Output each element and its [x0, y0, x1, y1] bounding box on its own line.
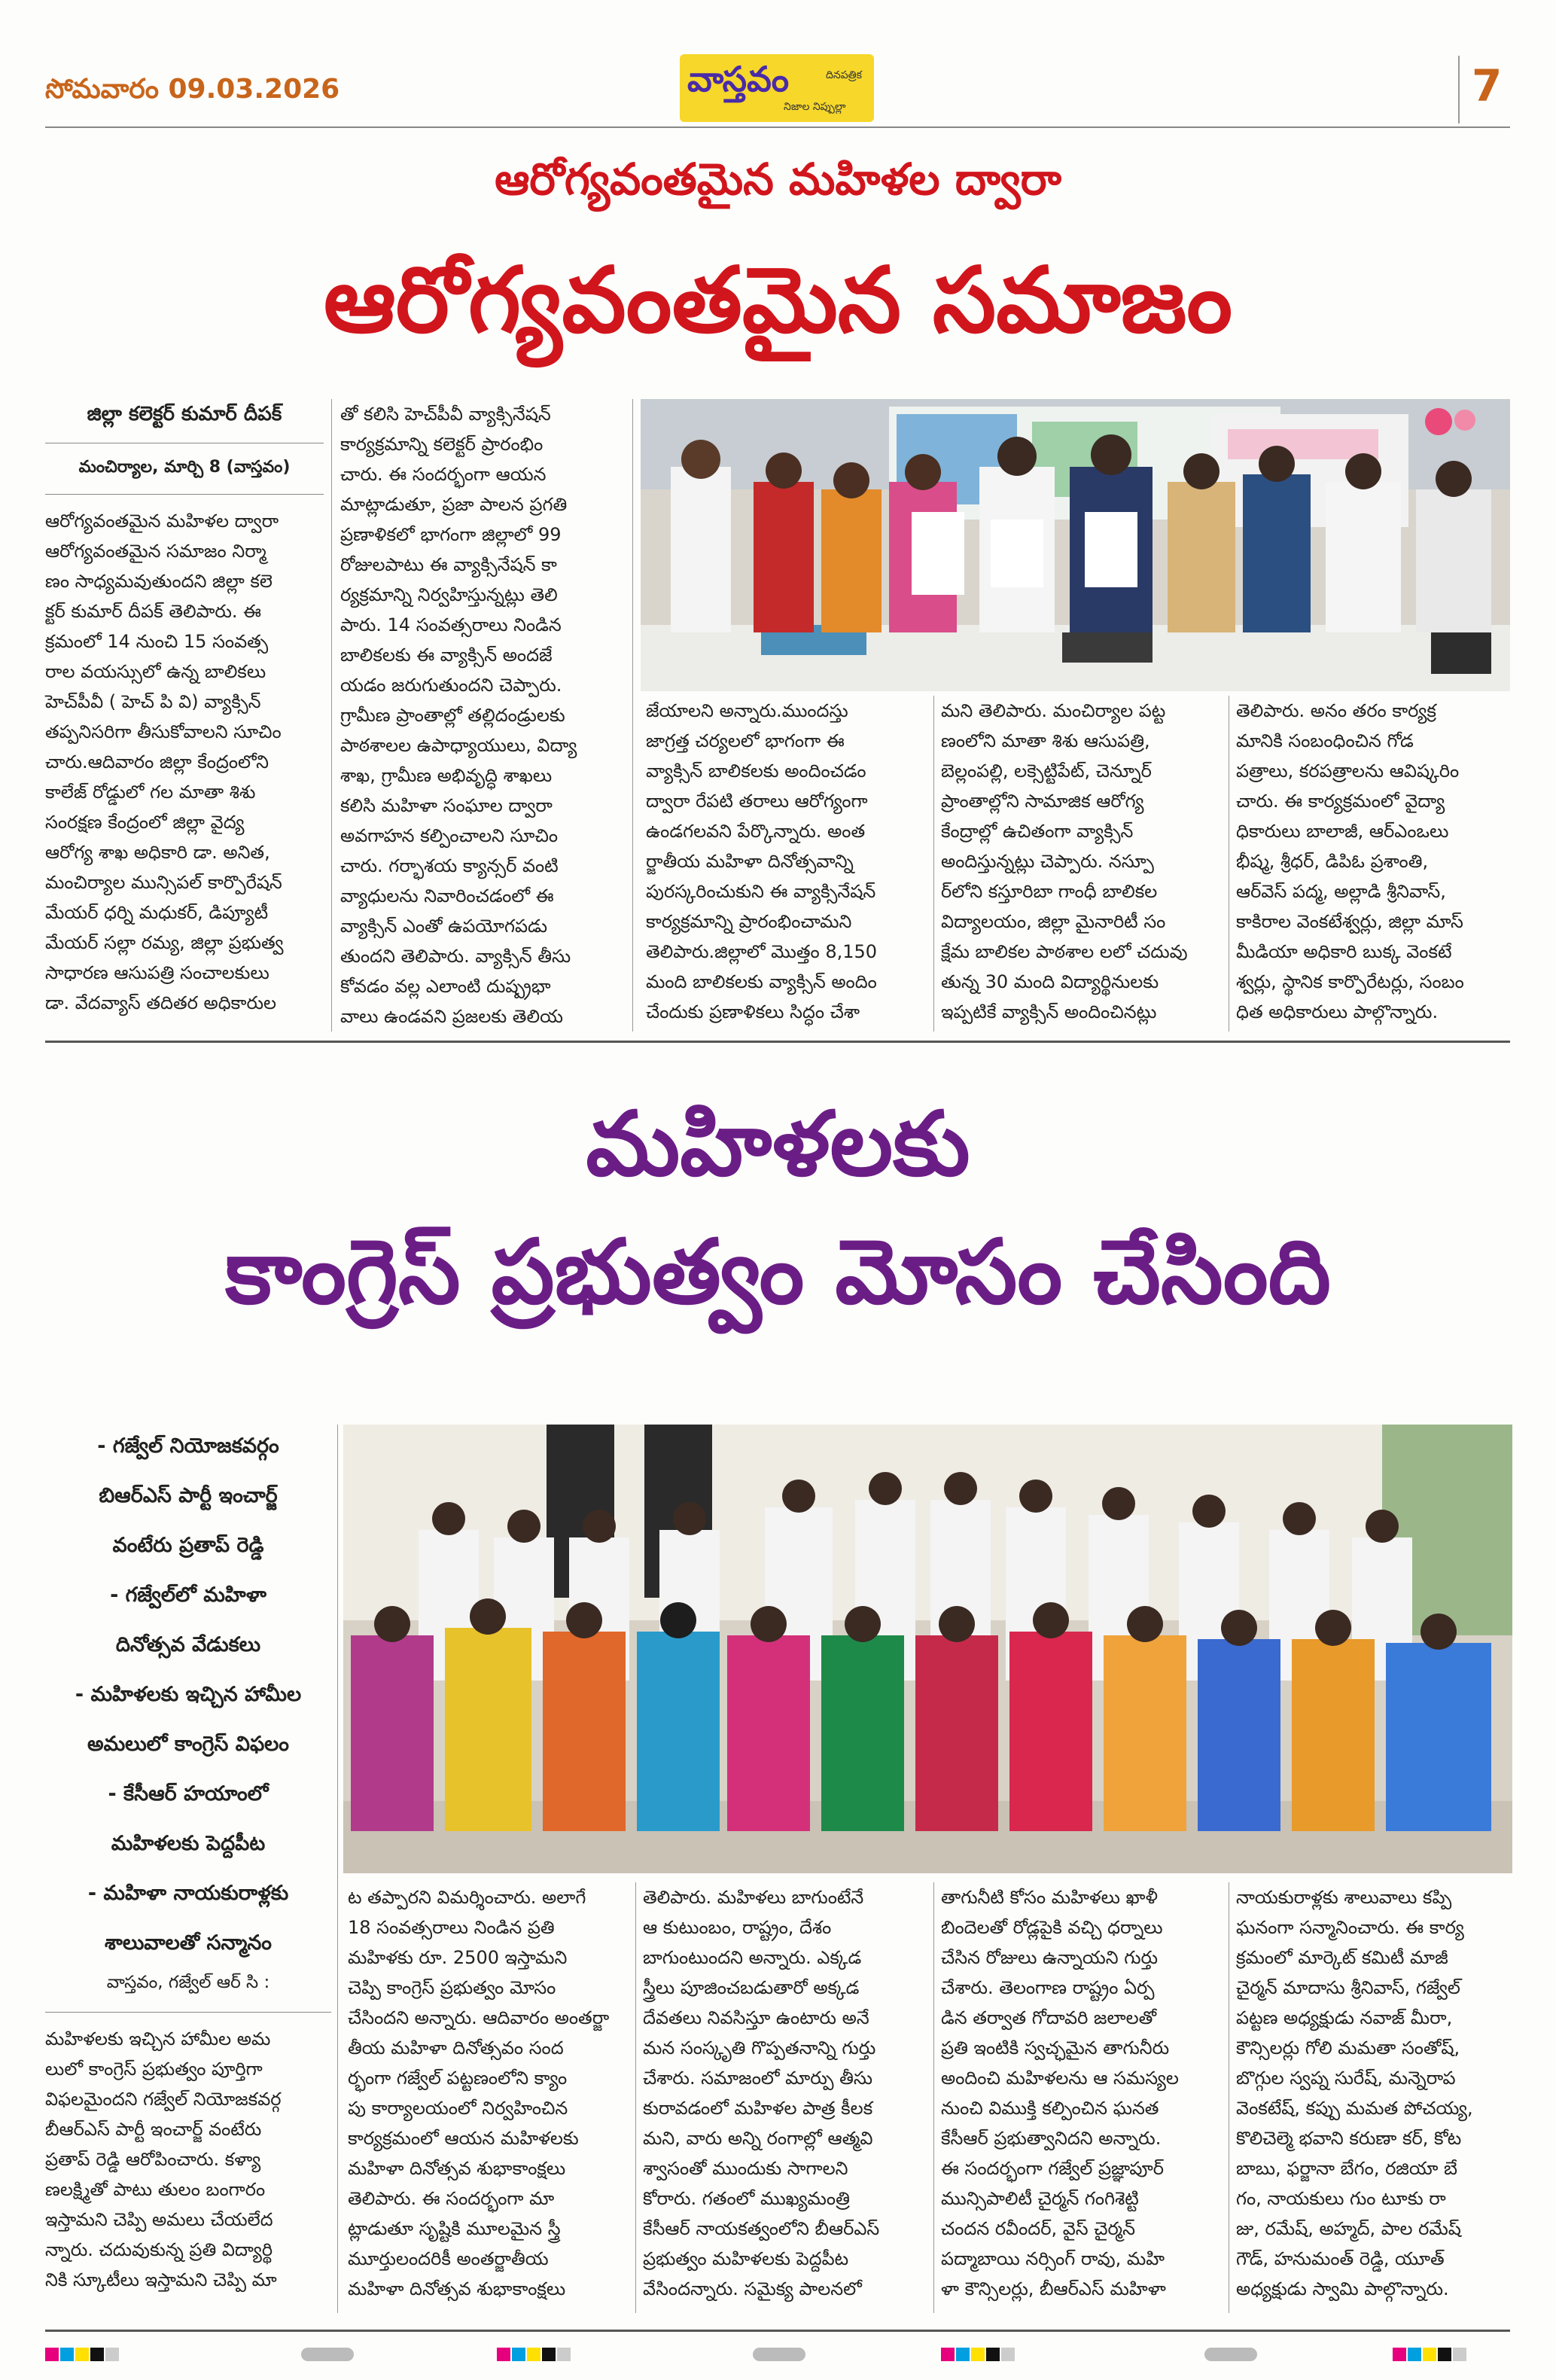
black-swatch: [90, 2348, 104, 2361]
text-line: తీయ మహిళా దినోత్సవం సంద: [348, 2037, 564, 2059]
text-line: కాలేజ్ రోడ్డులో గల మాతా శిశు: [45, 782, 256, 803]
text-line: జేయాలని అన్నారు.ముందస్తు: [646, 700, 848, 721]
text-line: పాఠశాలల ఉపాధ్యాయులు, విద్యా: [340, 735, 577, 756]
story1-column-3: [646, 696, 928, 1027]
text-line: ఘనంగా సన్మానించారు. ఈ కార్య: [1236, 1917, 1464, 1938]
text-line: చారు. ఈ కార్యక్రమంలో వైద్యా: [1236, 791, 1445, 812]
story2-highlights: [45, 1422, 331, 1968]
womens-day-group-photo: [343, 1425, 1512, 1873]
text-line: ప్రభుత్వం మహిళలకు పెద్దపీట: [643, 2248, 849, 2269]
text-line: తెలిపారు. అనం తరం కార్యక్ర: [1236, 700, 1436, 721]
yellow-swatch: [527, 2348, 540, 2361]
story1-dateline: మంచిర్యాల, మార్చి 8 (వాస్తవం): [78, 458, 291, 477]
text-line: క్షేమ బాలికల పాఠశాల లలో చదువు: [941, 941, 1188, 962]
text-line: చారు. ఈ సందర్భంగా ఆయన: [340, 464, 547, 485]
text-line: పట్టణ అధ్యక్షుడు నవాజ్ మీరా,: [1236, 2007, 1453, 2028]
highlight-line: - మహిళలకు ఇచ్చిన హామీల: [75, 1683, 302, 1706]
text-line: ఇస్తామని చెప్పి అమలు చేయలేద: [45, 2209, 273, 2230]
yellow-swatch: [1423, 2348, 1436, 2361]
text-line: లులో కాంగ్రెస్ ప్రభుత్వం పూర్తిగా: [45, 2059, 263, 2080]
text-line: ఆర్‌వెస్ పద్మ, అల్లాడి శ్రీనివాస్,: [1236, 881, 1446, 902]
text-line: ణం సాధ్యమవుతుందని జిల్లా కలె: [45, 571, 273, 592]
black-swatch: [986, 2348, 1000, 2361]
highlight-line: శాలువాలతో సన్మానం: [105, 1931, 272, 1955]
text-line: చెప్పి కాంగ్రెస్ ప్రభుత్వం మోసం: [348, 1977, 556, 1998]
text-line: కేసీఆర్ నాయకత్వంలోని బీఆర్ఎస్: [643, 2218, 880, 2239]
text-line: చేసిందని అన్నారు. ఆదివారం అంతర్జా: [348, 2007, 610, 2028]
text-line: తో కలిసి హెచ్‌పీవీ వ్యాక్సినేషన్: [340, 404, 551, 425]
text-line: అధ్యక్షుడు స్వామి పాల్గొన్నారు.: [1236, 2278, 1449, 2299]
highlight-line: - మహిళా నాయకురాళ్లకు: [87, 1882, 289, 1905]
text-line: మహిళలకు ఇచ్చిన హామీల అమ: [45, 2028, 271, 2049]
story2-column-2: [348, 1882, 630, 2304]
text-line: మహిళా దినోత్సవ శుభాకాంక్షలు: [348, 2158, 566, 2179]
text-line: కౌన్సిలర్లు గోలి మమతా సంతోష్,: [1236, 2037, 1460, 2059]
text-line: తప్పనిసరిగా తీసుకోవాలని సూచిం: [45, 721, 282, 742]
text-line: మని తెలిపారు. మంచిర్యాల పట్ట: [941, 700, 1166, 721]
column-divider: [632, 399, 633, 1032]
text-line: కార్యక్రమాన్ని ప్రారంభించామని: [646, 911, 852, 932]
story-separator: [45, 1041, 1510, 1043]
highlight-line: మహిళలకు పెద్దపీట: [111, 1832, 266, 1855]
text-line: బాగుంటుందని అన్నారు. ఎక్కడ: [643, 1947, 862, 1968]
highlight-line: బిఆర్ఎస్ పార్టీ ఇంచార్జ్: [99, 1484, 278, 1507]
text-line: వ్యాక్సిన్ బాలికలకు అందించడం: [646, 760, 866, 782]
text-line: గం, నాయకులు గుం టూకు రా: [1236, 2188, 1446, 2209]
text-line: ణలక్ష్మితో పాటు తులం బంగారం: [45, 2179, 266, 2200]
newspaper-logo: [680, 54, 874, 122]
text-line: కలిసి మహిళా సంఘాల ద్వారా: [340, 795, 553, 816]
text-line: శ్వాసంతో ముందుకు సాగాలని: [643, 2158, 848, 2179]
text-line: ఆరోగ్యవంతమైన మహిళల ద్వారా: [45, 510, 279, 532]
text-line: 18 సంవత్సరాలు నిండిన ప్రతి: [348, 1917, 555, 1938]
text-line: చారు. గర్భాశయ క్యాన్సర్ వంటి: [340, 855, 559, 876]
text-line: మంచిర్యాల మున్సిపల్ కార్పొరేషన్: [45, 872, 282, 893]
highlight-line: - గజ్వేల్‌లో మహిళా: [110, 1583, 266, 1607]
text-line: ఉండగలవని పేర్కొన్నారు. అంత: [646, 821, 866, 842]
text-line: ళా కౌన్సిలర్లు, బీఆర్ఎస్ మహిళా: [941, 2278, 1166, 2299]
yellow-swatch: [971, 2348, 985, 2361]
column-divider: [933, 696, 934, 1032]
text-line: క్రమంలో మార్కెట్ కమిటీ మాజీ: [1236, 1947, 1448, 1968]
text-line: క్టర్ కుమార్ దీపక్ తెలిపారు. ఈ: [45, 601, 261, 622]
text-line: వెంకటేష్, కప్పు మమత పోచయ్య,: [1236, 2098, 1473, 2119]
magenta-swatch: [45, 2348, 59, 2361]
text-line: కాకిరాల వెంకటేశ్వర్లు, జిల్లా మాస్: [1236, 911, 1463, 932]
yellow-swatch: [75, 2348, 89, 2361]
magenta-swatch: [497, 2348, 510, 2361]
text-line: పద్మాబాయి నర్సింగ్ రావు, మహి: [941, 2248, 1165, 2269]
story2-column-4: [941, 1882, 1223, 2304]
vaccination-event-photo: [641, 399, 1510, 691]
column-divider: [337, 1425, 338, 2313]
text-line: జు, రమేష్, అహ్మద్, పాల రమేష్: [1236, 2218, 1461, 2239]
magenta-swatch: [1393, 2348, 1406, 2361]
gray-swatch: [557, 2348, 571, 2361]
text-line: అందిస్తున్నట్లు చెప్పారు. నస్పూ: [941, 851, 1154, 872]
highlight-line: దినోత్సవ వేడుకలు: [115, 1633, 261, 1656]
text-line: ట తప్పారని విమర్శించారు. అలాగే: [348, 1887, 586, 1908]
text-line: ర్భంగా గజ్వేల్ పట్టణంలోని క్యాం: [348, 2068, 568, 2089]
text-line: ఇప్పటికే వ్యాక్సిన్ అందించినట్లు: [941, 1001, 1157, 1022]
story2-column-3: [643, 1882, 927, 2304]
highlight-line: - గజ్వేల్ నియోజకవర్గం: [97, 1434, 279, 1458]
header-divider: [1458, 56, 1460, 123]
text-line: కోవడం వల్ల ఎలాంటి దుష్ప్రభా: [340, 976, 551, 997]
text-line: పత్రాలు, కరపత్రాలను ఆవిష్కరిం: [1236, 760, 1460, 782]
text-line: మీడియా అధికారి బుక్క వెంకటే: [1236, 941, 1452, 962]
text-line: ఆ కుటుంబం, రాష్ట్రం, దేశం: [643, 1917, 832, 1938]
text-line: న్నారు. చదువుకున్న ప్రతి విద్యార్థి: [45, 2239, 273, 2260]
text-line: జాగ్రత్త చర్యలలో భాగంగా ఈ: [646, 730, 845, 751]
cyan-swatch: [60, 2348, 74, 2361]
highlight-line: - కేసీఆర్ హయాంలో: [108, 1782, 269, 1806]
text-line: మంది బాలికలకు వ్యాక్సిన్ అందిం: [646, 971, 877, 992]
text-line: బిందెలతో రోడ్లపైకి వచ్చి ధర్నాలు: [941, 1917, 1163, 1938]
text-line: ఆరోగ్య శాఖ అధికారి డా. అనిత,: [45, 842, 270, 863]
text-line: సంరక్షణ కేంద్రంలో జిల్లా వైద్య: [45, 812, 245, 833]
text-line: విఫలమైందని గజ్వేల్ నియోజకవర్గ: [45, 2089, 282, 2110]
text-line: ధికారులు బాలాజీ, ఆర్ఎంఒలు: [1236, 821, 1449, 842]
text-line: కార్యక్రమంలో ఆయన మహిళలకు: [348, 2128, 579, 2149]
text-line: చేశారు. సమాజంలో మార్పు తీసు: [643, 2068, 873, 2089]
story2-dateline: వాస్తవం, గజ్వేల్ ఆర్ సి :: [106, 1973, 270, 1992]
text-line: వ్యాధులను నివారించడంలో ఈ: [340, 885, 554, 907]
cyan-swatch: [956, 2348, 970, 2361]
text-line: హెచ్‌పీవీ ( హెచ్ పి వి) వ్యాక్సిన్: [45, 691, 261, 712]
text-line: ణంలోని మాతా శిశు ఆసుపత్రి,: [941, 730, 1150, 751]
text-line: శ్వర్లు, స్థానిక కార్పొరేటర్లు, సంబం: [1236, 971, 1464, 992]
text-line: ధిత అధికారులు పాల్గొన్నారు.: [1236, 1001, 1439, 1022]
text-line: ద్వారా రేపటి తరాలు ఆరోగ్యంగా: [646, 791, 868, 812]
story1-column-2: [340, 399, 626, 1032]
text-line: పారు. 14 సంవత్సరాలు నిండిన: [340, 614, 562, 635]
text-line: వేసిందన్నారు. సమైక్య పాలనలో: [643, 2278, 862, 2299]
gray-swatch: [105, 2348, 119, 2361]
text-line: చందన రవీందర్, వైస్ చైర్మన్: [941, 2218, 1135, 2239]
text-line: ఆరోగ్యవంతమైన సమాజం నిర్మా: [45, 541, 266, 562]
text-line: చైర్మన్ మాదాసు శ్రీనివాస్, గజ్వేల్: [1236, 1977, 1460, 1998]
story2-headline-line2: కాంగ్రెస్ ప్రభుత్వం మోసం చేసింది: [225, 1220, 1331, 1324]
gray-swatch: [1001, 2348, 1015, 2361]
text-line: అందించి మహిళలను ఆ సమస్యల: [941, 2068, 1179, 2089]
text-line: భీష్మ, శ్రీధర్, డిపిఓ ప్రశాంతి,: [1236, 851, 1429, 872]
logo-edition: దినపత్రిక: [826, 69, 862, 81]
color-registration-marks: [941, 2348, 1016, 2361]
text-line: డా. వేదవ్యాస్ తదితర అధికారుల: [45, 992, 277, 1013]
story1-headline: ఆరోగ్యవంతమైన సమాజం: [323, 248, 1233, 353]
text-line: ర్‌లోని కస్తూరిబా గాంధీ బాలికల: [941, 881, 1158, 902]
text-line: మహిళకు రూ. 2500 ఇస్తామని: [348, 1947, 568, 1968]
header-rule: [45, 126, 1510, 128]
text-line: మానికి సంబంధించిన గోడ: [1236, 730, 1414, 751]
dateline-rule: [45, 2012, 331, 2013]
text-line: గ్రామీణ ప్రాంతాల్లో తల్లిదండ్రులకు: [340, 705, 565, 726]
text-line: చారు.ఆదివారం జిల్లా కేంద్రంలోని: [45, 751, 269, 773]
story1-column-4: [941, 696, 1223, 1027]
text-line: తెలిపారు.జిల్లాలో మొత్తం 8,150: [646, 941, 878, 962]
text-line: విద్యాలయం, జిల్లా మైనారిటీ సం: [941, 911, 1166, 932]
footer-rule: [45, 2330, 1510, 2332]
text-line: చేసిన రోజులు ఉన్నాయని గుర్తు: [941, 1947, 1159, 1968]
story2-headline-line1: మహిళలకు: [586, 1092, 970, 1196]
text-line: బీఆర్ఎస్ పార్టీ ఇంచార్జ్ వంటేరు: [45, 2119, 262, 2140]
text-line: సాధారణ ఆసుపత్రి సంచాలకులు: [45, 962, 269, 983]
highlight-line: వంటేరు ప్రతాప్ రెడ్డి: [112, 1534, 264, 1557]
dateline-rule: [45, 494, 324, 495]
text-line: మున్సిపాలిటీ చైర్మన్ గంగిశెట్టి: [941, 2188, 1139, 2209]
text-line: కోరారు. గతంలో ముఖ్యమంత్రి: [643, 2188, 850, 2209]
black-swatch: [542, 2348, 556, 2361]
text-line: గౌడ్, హనుమంత్ రెడ్డి, యూత్: [1236, 2248, 1445, 2269]
text-line: కేంద్రాల్లో ఉచితంగా వ్యాక్సిన్: [941, 821, 1134, 842]
text-line: డిన తర్వాత గోదావరి జలాలతో: [941, 2007, 1157, 2028]
text-line: రోజులపాటు ఈ వ్యాక్సినేషన్ కా: [340, 554, 557, 575]
text-line: మహిళా దినోత్సవ శుభాకాంక్షలు: [348, 2278, 566, 2299]
text-line: బాబు, ఫర్జానా బేగం, రజియా బే: [1236, 2158, 1458, 2179]
text-line: బెల్లంపల్లి, లక్సెట్టిపేట్, చెన్నూర్: [941, 760, 1152, 782]
text-line: ఈ సందర్భంగా గజ్వేల్ ప్రజ్ఞాపూర్: [941, 2158, 1165, 2179]
column-divider: [933, 1882, 934, 2313]
text-line: వ్యాక్సిన్ ఎంతో ఉపయోగపడు: [340, 916, 548, 937]
text-line: మేయర్ సల్లా రమ్య, జిల్లా ప్రభుత్వ: [45, 932, 284, 953]
story1-byline: జిల్లా కలెక్టర్ కుమార్ దీపక్: [87, 403, 282, 425]
issue-date: సోమవారం 09.03.2026: [45, 74, 340, 105]
text-line: తున్న 30 మంది విద్యార్థినులకు: [941, 971, 1159, 992]
logo-wordmark: వాస్తవం: [687, 59, 790, 99]
column-divider: [331, 399, 332, 1032]
text-line: ర్జాతీయ మహిళా దినోత్సవాన్ని: [646, 851, 854, 872]
text-line: మూర్తులందరికీ అంతర్జాతీయ: [348, 2248, 549, 2269]
text-line: తెలిపారు. మహిళలు బాగుంటేనే: [643, 1887, 864, 1908]
text-line: ప్రతాప్ రెడ్డి ఆరోపించారు. కళ్యా: [45, 2149, 261, 2170]
text-line: అవగాహన కల్పించాలని సూచిం: [340, 825, 559, 846]
text-line: క్రమంలో 14 నుంచి 15 సంవత్స: [45, 631, 269, 652]
text-line: మని, వారు అన్ని రంగాల్లో ఆత్మవి: [643, 2128, 873, 2149]
text-line: నికి స్కూటీలు ఇస్తామని చెప్పి మా: [45, 2269, 277, 2290]
text-line: నుంచి విముక్తి కల్పించిన ఘనత: [941, 2098, 1159, 2119]
column-divider: [635, 1882, 636, 2313]
color-registration-marks: [1393, 2348, 1468, 2361]
text-line: మాట్లాడుతూ, ప్రజా పాలన ప్రగతి: [340, 494, 568, 515]
text-line: మేయర్ ధర్ని మధుకర్, డిప్యూటీ: [45, 902, 269, 923]
black-swatch: [1438, 2348, 1451, 2361]
text-line: నాయకురాళ్లకు శాలువాలు కప్పి: [1236, 1887, 1452, 1908]
cyan-swatch: [512, 2348, 525, 2361]
text-line: తాగునీటి కోసం మహిళలు ఖాళీ: [941, 1887, 1158, 1908]
magenta-swatch: [941, 2348, 955, 2361]
color-registration-marks: [497, 2348, 572, 2361]
story2-column-1: [45, 2024, 331, 2295]
registration-pill: [301, 2348, 354, 2361]
text-line: కార్యక్రమాన్ని కలెక్టర్ ప్రారంభిం: [340, 434, 544, 455]
text-line: శాఖ, గ్రామీణ అభివృద్ధి శాఖలు: [340, 765, 553, 786]
color-registration-marks: [45, 2348, 120, 2361]
text-line: ట్లాడుతూ సృష్టికి మూలమైన స్త్రీ: [348, 2218, 561, 2239]
story2-column-5: [1236, 1882, 1511, 2304]
text-line: స్త్రీలు పూజించబడుతారో అక్కడ: [643, 1977, 860, 1998]
registration-pill: [1204, 2348, 1257, 2361]
registration-pill: [753, 2348, 805, 2361]
story1-kicker: ఆరోగ్యవంతమైన మహిళల ద్వారా: [495, 154, 1061, 205]
text-line: వాలు ఉండవని ప్రజలకు తెలియ: [340, 1006, 563, 1027]
story1-column-5: [1236, 696, 1511, 1027]
text-line: కురావడంలో మహిళల పాత్ర కీలక: [643, 2098, 873, 2119]
text-line: బొగ్గుల స్వప్న సురేష్, మన్నెరాప: [1236, 2068, 1456, 2089]
text-line: దేవతలు నివసిస్తూ ఉంటారు అనే: [643, 2007, 869, 2028]
text-line: పురస్కరించుకుని ఈ వ్యాక్సినేషన్: [646, 881, 876, 902]
text-line: ప్రాంతాల్లోని సామాజిక ఆరోగ్య: [941, 791, 1144, 812]
text-line: చేశారు. తెలంగాణ రాష్ట్రం ఏర్ప: [941, 1977, 1155, 1998]
text-line: తుందని తెలిపారు. వ్యాక్సిన్ తీసు: [340, 946, 571, 967]
text-line: రాల వయస్సులో ఉన్న బాలికలు: [45, 661, 266, 682]
page-number: 7: [1472, 60, 1503, 111]
text-line: మన సంస్కృతి గొప్పతనాన్ని గుర్తు: [643, 2037, 876, 2059]
text-line: తెలిపారు. ఈ సందర్భంగా మా: [348, 2188, 555, 2209]
text-line: ప్రతి ఇంటికి స్వచ్ఛమైన తాగునీరు: [941, 2037, 1170, 2059]
text-line: పు కార్యాలయంలో నిర్వహించిన: [348, 2098, 568, 2119]
logo-tagline: నిజాల నిప్పుల్లా: [784, 101, 846, 113]
text-line: ర్యక్రమాన్ని నిర్వహిస్తున్నట్లు తెలి: [340, 584, 558, 605]
highlight-line: అమలులో కాంగ్రెస్ విఫలం: [87, 1732, 289, 1756]
text-line: చేందుకు ప్రణాళికలు సిద్ధం చేశా: [646, 1001, 860, 1022]
cyan-swatch: [1408, 2348, 1421, 2361]
text-line: కేసీఆర్ ప్రభుత్వానిదని అన్నారు.: [941, 2128, 1162, 2149]
text-line: యడం జరుగుతుందని చెప్పారు.: [340, 675, 562, 696]
text-line: కొలిచెల్మె భవాని కరుణా కర్, కోట: [1236, 2128, 1462, 2149]
gray-swatch: [1453, 2348, 1466, 2361]
story1-column-1: [45, 506, 324, 1018]
text-line: బాలికలకు ఈ వ్యాక్సిన్ అందజే: [340, 645, 553, 666]
text-line: ప్రణాళికలో భాగంగా జిల్లాలో 99: [340, 524, 562, 545]
